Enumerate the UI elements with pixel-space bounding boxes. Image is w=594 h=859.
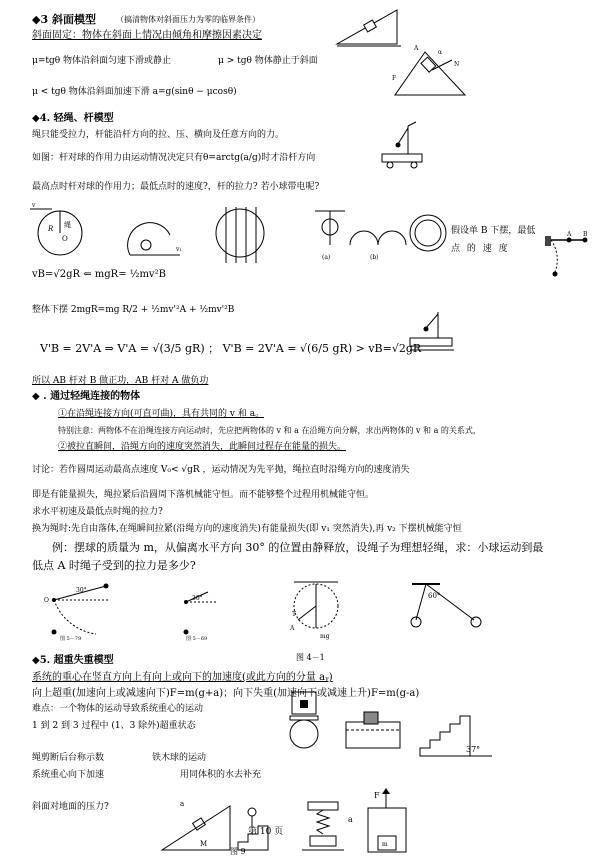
sec5-line6a: 系统重心向下加速 xyxy=(32,770,105,780)
stairs-angle: 37° xyxy=(466,745,481,754)
fig-label-v1: v₁ xyxy=(176,246,182,253)
rope-fig-579: 图 5－79 xyxy=(60,636,82,642)
spring-figure xyxy=(300,800,350,854)
svg-text:B: B xyxy=(583,231,588,238)
sec5-line3: 难点：一个物体的运动导致系统重心的运动 xyxy=(32,704,204,714)
sec5-title: ◆5. 超重失重模型 xyxy=(32,655,114,666)
sec5-line4: 1 到 2 到 3 过程中 (1、3 除外)超重状态 xyxy=(32,721,196,731)
water-tank-figure xyxy=(344,712,404,750)
rope-q2: 换为绳时:先自由落体,在绳瞬间拉紧(沿绳方向的速度消失)有能量损失(即 v₁ 突然消失),再 v₂ 下摆机械能守恒 xyxy=(32,524,462,534)
fig-label-b: (b) xyxy=(370,254,379,261)
sec3-line2a: μ=tgθ 物体沿斜面匀速下滑或静止 xyxy=(32,56,172,66)
sec3-title: ◆3 斜面模型 xyxy=(32,13,96,26)
circular-motion-figures xyxy=(30,202,430,265)
fig-label-a: (a) xyxy=(322,254,331,261)
incline-force-figure xyxy=(390,40,470,100)
rope-fig-569: 图 5－69 xyxy=(186,636,208,642)
fig-label-r: R xyxy=(48,225,54,233)
rope-fig-o: O xyxy=(44,597,49,604)
incline-a-label: a xyxy=(180,800,185,808)
sec4-conclusion: 所以 AB 杆对 B 做正功，AB 杆对 A 做负功 xyxy=(32,376,209,386)
rope-discuss: 讨论：若作圆周运动最高点速度 V₀< √gR ，运动情况为先平抛，绳拉直时沿绳方向的速度消失 xyxy=(32,465,410,475)
rope-item2: ②被拉直瞬间，沿绳方向的速度突然消失，此瞬间过程存在能量的损失。 xyxy=(58,442,347,452)
stairs-figure xyxy=(418,700,498,760)
cart-rod-figure xyxy=(378,120,428,170)
sec4-eq1: vB=√2gR ⇐ mgR= ½mv²B xyxy=(32,269,166,280)
sec3-line1: 斜面固定：物体在斜面上情况由倾角和摩擦因素决定 xyxy=(32,30,262,41)
lift-box-figure xyxy=(364,788,414,854)
svg-text:A: A xyxy=(567,231,572,238)
incline-label-f: F xyxy=(392,75,397,82)
sec3-title-note: （搞清物体对斜面压力为零的临界条件） xyxy=(116,15,260,24)
rope-fig-mg: mg xyxy=(320,633,330,640)
sec3-line2b: μ > tgθ 物体静止于斜面 xyxy=(218,56,318,66)
rod-ab-figure xyxy=(545,228,590,288)
rope-fig-t: T xyxy=(292,611,297,618)
incline-label-n: N xyxy=(454,61,460,68)
rope-item1: ①在沿绳连接方向(可直可曲)，具有共同的 v 和 a。 xyxy=(58,409,265,419)
sec4-eq2: 整体下摆 2mgR=mg R/2 + ½mv'²A + ½mv'²B xyxy=(32,305,235,315)
sec5-line6b: 用同体积的水去补充 xyxy=(180,770,262,780)
sec5-line7: 斜面对地面的压力? xyxy=(32,802,109,812)
fig-label-rope: 绳 xyxy=(64,221,71,229)
incline-m-label: M xyxy=(200,840,208,848)
rope-title: ◆ . 通过轻绳连接的物体 xyxy=(32,391,141,402)
rope-energy: 即是有能量损失，绳拉紧后沿圆周下落机械能守恒。而不能够整个过程用机械能守恒。 xyxy=(32,490,375,500)
incline-label-alpha: α xyxy=(438,49,443,56)
rope-example1: 例：摆球的质量为 m，从偏离水平方向 30° 的位置由静释放，设绳子为理想轻绳，求：小球运动到最 xyxy=(52,541,544,554)
sec4-line1: 绳只能受拉力，杆能沿杆方向的拉、压、横向及任意方向的力。 xyxy=(32,130,285,140)
incline-label-a: A xyxy=(414,45,419,52)
sec3-line3: μ < tgθ 物体沿斜面加速下滑 a=g(sinθ − μcosθ) xyxy=(32,87,237,97)
sec5-line5a: 绳剪断后台称示数 xyxy=(32,753,105,763)
rope-fig-60: 60° xyxy=(428,592,441,600)
lift-m-label: m xyxy=(382,841,388,848)
sec5-line2: 向上超重(加速向上或减速向下)F=m(g+a)；向下失重(加速向下或减速上升)F=m(g-a) xyxy=(32,688,420,699)
sec5-line5b: 铁木球的运动 xyxy=(152,753,207,763)
sec4-title: ◆4. 轻绳、杆模型 xyxy=(32,113,114,124)
incline-block-figure xyxy=(160,792,280,854)
rope-fig-30: 30° xyxy=(76,587,87,594)
fig-label-o: O xyxy=(62,235,68,243)
fig-9-caption: 图 9 xyxy=(230,847,246,856)
sec4-side-text-2: 点 的 速 度 xyxy=(451,244,510,254)
page-number: 第 10 页 xyxy=(248,827,284,837)
rope-figures xyxy=(36,580,576,642)
sec4-side-text-1: 假设单 B 下摆，最低 xyxy=(451,226,536,236)
rope-item1b: 特别注意：两物体不在沿绳连接方向运动时，先应把两物体的 v 和 a 在沿绳方向分解，求出两物体的 v 和 a 的关系式， xyxy=(58,426,481,435)
sec5-line1: 系统的重心在竖直方向上有向上或向下的加速度(或此方向的分量 aᵧ) xyxy=(32,672,333,683)
lift-a-label: a xyxy=(348,815,353,824)
fig-4-1-caption: 图 4－1 xyxy=(296,653,325,662)
lift-f-label: F xyxy=(374,791,380,800)
rope-fig-a: A xyxy=(290,625,295,632)
rope-example2: 低点 A 时绳子受到的拉力是多少? xyxy=(32,559,196,572)
svg-text:30°: 30° xyxy=(192,595,203,602)
sec4-line2: 如图：杆对球的作用力由运动情况决定只有θ=arctg(a/g)时才沿杆方向 xyxy=(32,153,316,163)
scale-figure xyxy=(284,690,324,750)
fig-label-v: v xyxy=(32,202,36,209)
rope-q1: 求水平初速及最低点时绳的拉力? xyxy=(32,507,163,517)
sec4-eq3: V'B = 2V'A ⇒ V'A = √(3/5 gR) ； V'B = 2V'A = √(6/5 gR) > vB=√2gR xyxy=(40,342,422,355)
sec4-line3: 最高点时杆对球的作用力；最低点时的速度?，杆的拉力? 若小球带电呢? xyxy=(32,182,320,192)
